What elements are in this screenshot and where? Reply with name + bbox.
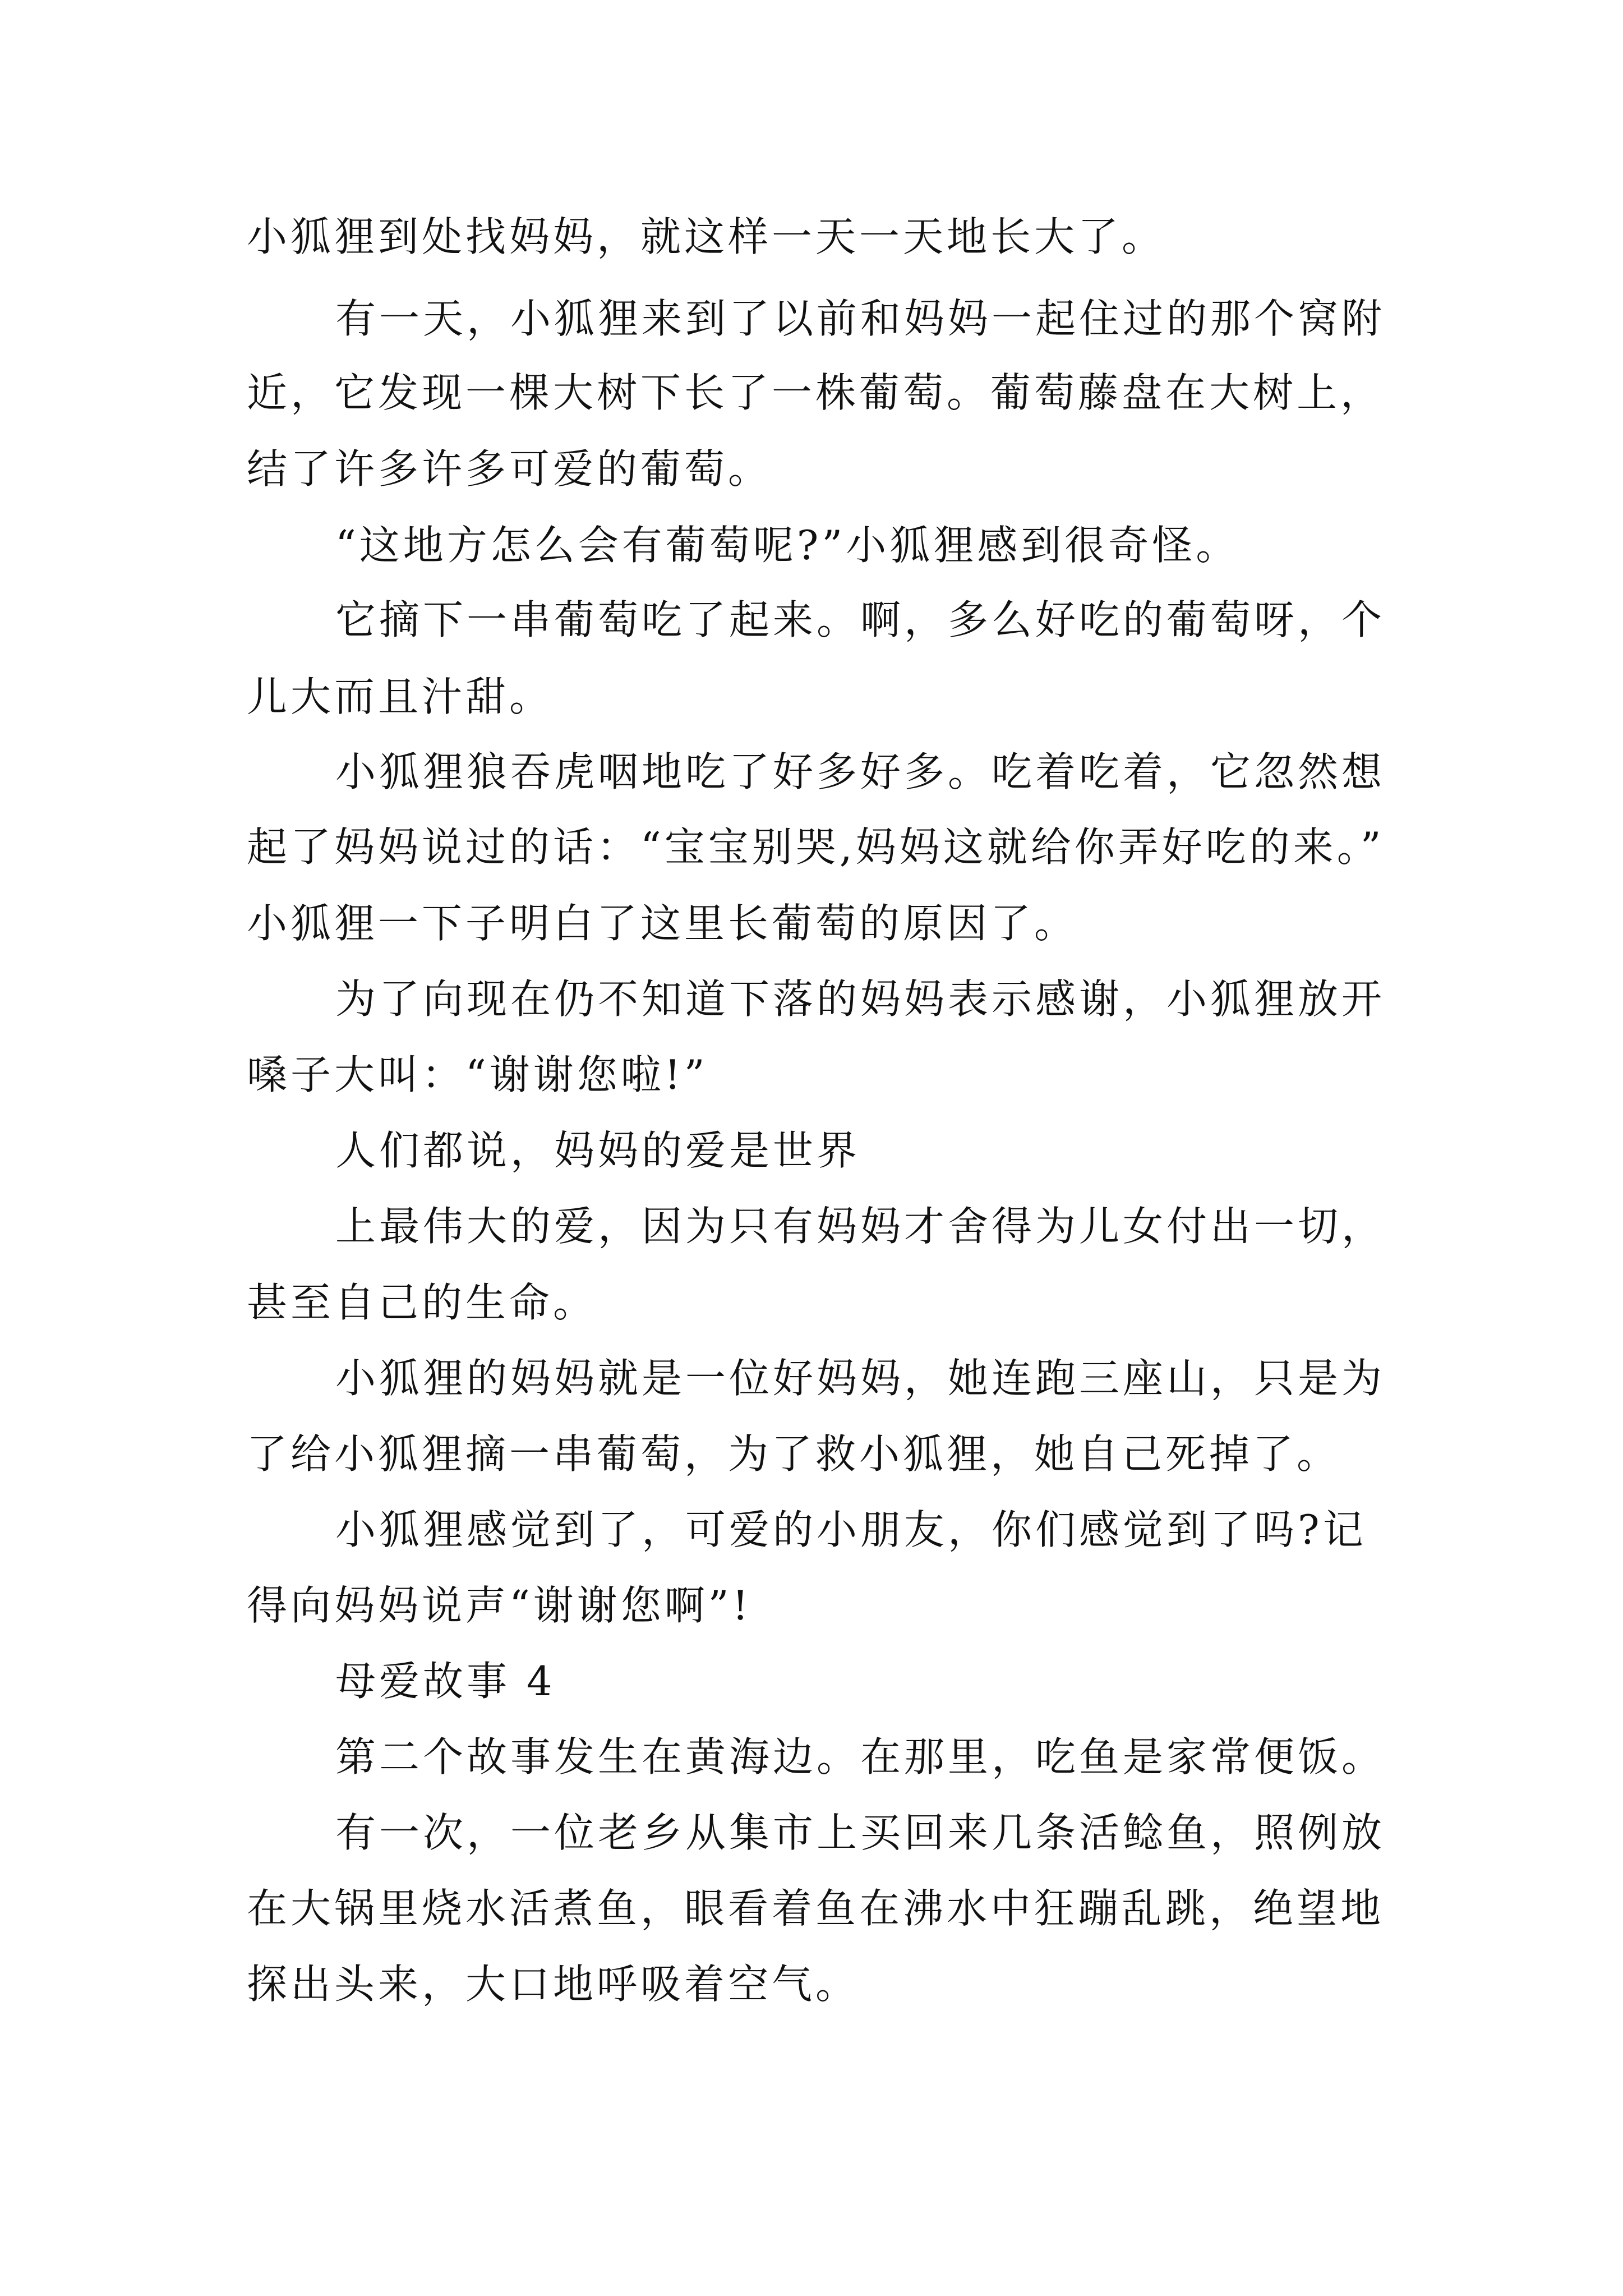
text-line: 甚至自己的生命。 [247,1279,597,1326]
text-line: 小狐狸狼吞虎咽地吃了好多好多。吃着吃着，它忽然想 [335,748,1386,795]
text-line: 小狐狸的妈妈就是一位好妈妈，她连跑三座山，只是为 [335,1355,1386,1402]
text-line: 第二个故事发生在黄海边。在那里，吃鱼是家常便饭。 [335,1733,1386,1780]
text-line: 上最伟大的爱，因为只有妈妈才舍得为儿女付出一切， [335,1203,1386,1250]
text-line: 为了向现在仍不知道下落的妈妈表示感谢，小狐狸放开 [335,976,1386,1023]
text-line: 起了妈妈说过的话：“宝宝别哭,妈妈这就给你弄好吃的来。” [247,823,1385,871]
text-line: 它摘下一串葡萄吃了起来。啊，多么好吃的葡萄呀，个 [335,596,1386,643]
text-line: 人们都说，妈妈的爱是世界 [335,1127,861,1174]
section-heading: 母爱故事 4 [335,1658,556,1705]
text-line: 了给小狐狸摘一串葡萄，为了救小狐狸，她自己死掉了。 [247,1430,1341,1478]
text-line: 得向妈妈说声“谢谢您啊”! [247,1582,752,1629]
text-line: 结了许多许多可爱的葡萄。 [247,445,772,493]
text-line: 有一天，小狐狸来到了以前和妈妈一起住过的那个窝附 [335,295,1386,342]
text-line: 有一次，一位老乡从集市上买回来几条活鲶鱼，照例放 [335,1809,1386,1856]
text-line: 近，它发现一棵大树下长了一株葡萄。葡萄藤盘在大树上， [247,369,1385,416]
text-line: 儿大而且汁甜。 [247,673,554,720]
text-line: 在大锅里烧水活煮鱼，眼看着鱼在沸水中狂蹦乱跳，绝望地 [247,1885,1385,1932]
text-line: 小狐狸感觉到了，可爱的小朋友，你们感觉到了吗?记 [335,1506,1367,1553]
text-line: 嗓子大叫：“谢谢您啦!” [247,1051,708,1098]
text-line: “这地方怎么会有葡萄呢?”小狐狸感到很奇怪。 [335,522,1240,569]
text-line: 小狐狸一下子明白了这里长葡萄的原因了。 [247,900,1078,947]
text-line: 小狐狸到处找妈妈，就这样一天一天地长大了。 [247,213,1166,260]
text-line: 探出头来，大口地呼吸着空气。 [247,1961,860,2008]
